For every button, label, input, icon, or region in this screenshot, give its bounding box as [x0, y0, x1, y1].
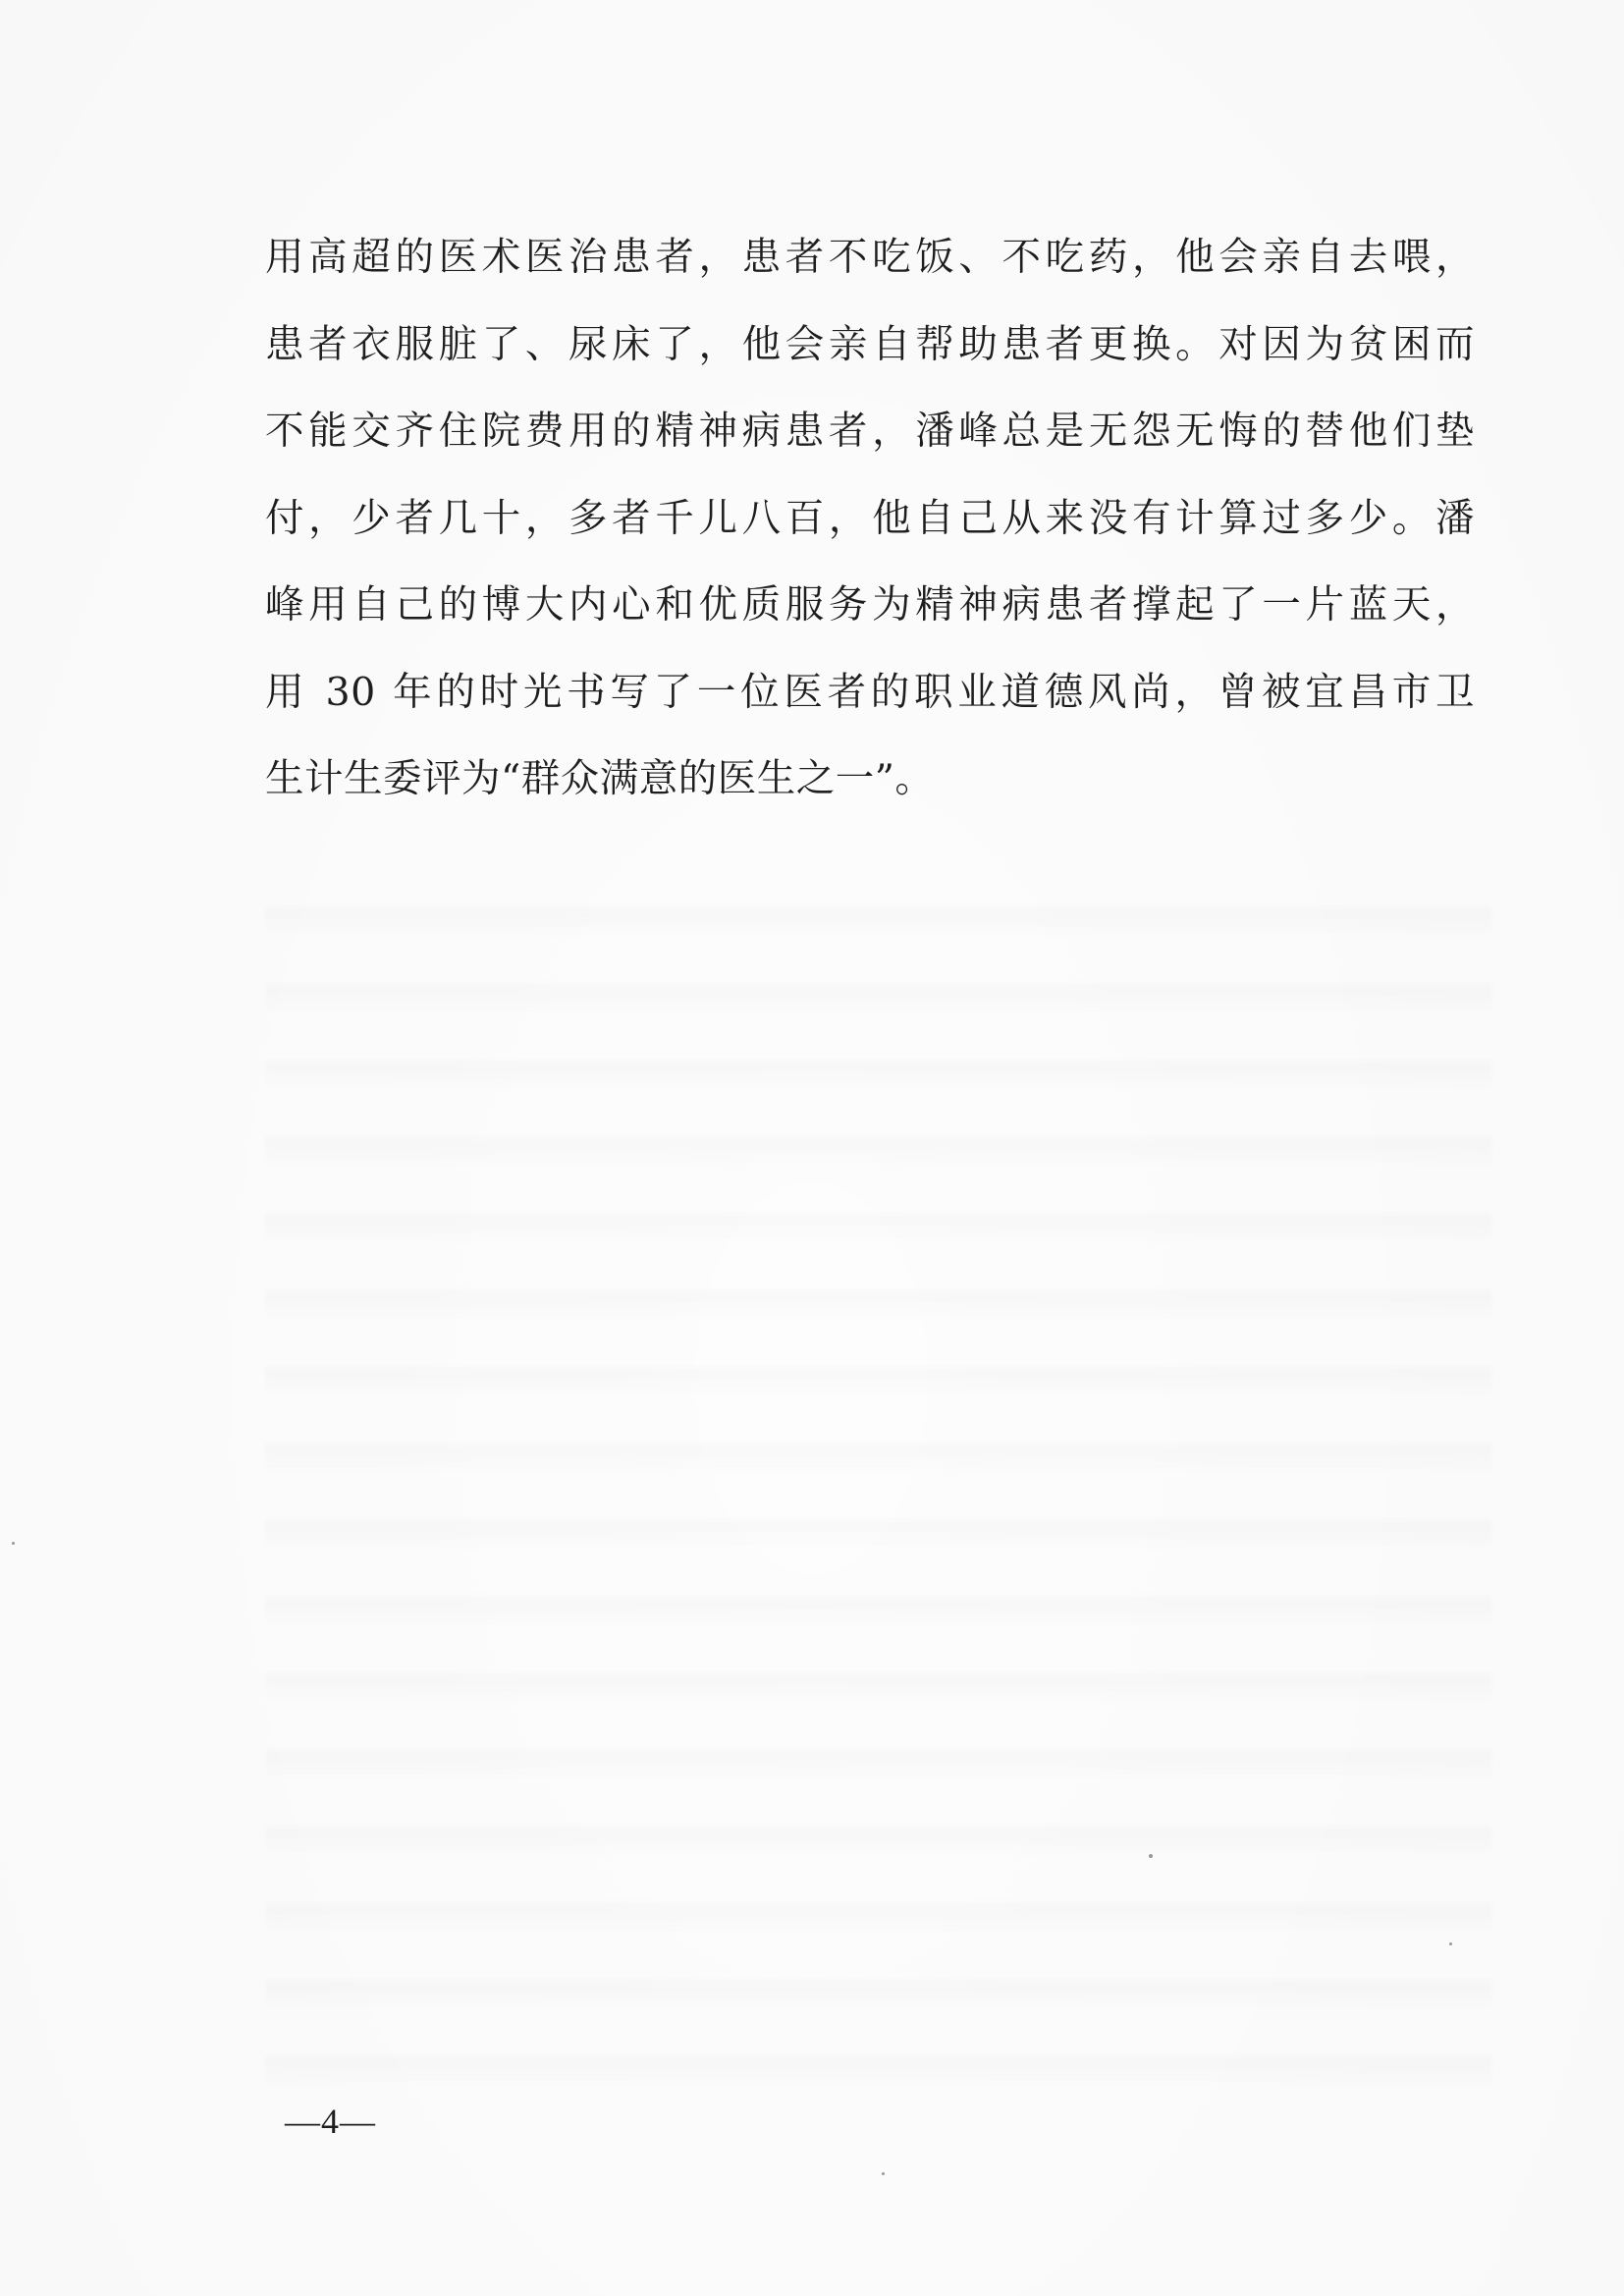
- paragraph-line: 用 30 年的时光书写了一位医者的职业道德风尚，曾被宜昌市卫: [265, 669, 1475, 715]
- scan-speck: [12, 1542, 15, 1545]
- paragraph-line: 生计生委评为“群众满意的医生之一”。: [265, 756, 935, 801]
- paragraph-line: 患者衣服脏了、尿床了，他会亲自帮助患者更换。对因为贫困而: [265, 321, 1475, 367]
- paragraph-line: 峰用自己的博大内心和优质服务为精神病患者撑起了一片蓝天，: [265, 582, 1475, 628]
- scan-speck: [882, 2172, 885, 2175]
- paragraph-line: 付，少者几十，多者千儿八百，他自己从来没有计算过多少。潘: [265, 495, 1475, 541]
- scan-speck: [1449, 1942, 1452, 1945]
- scan-speck: [1149, 1854, 1153, 1858]
- scan-bleedthrough-texture: [265, 864, 1492, 2102]
- body-paragraph: [265, 214, 1475, 823]
- paragraph-line: 用高超的医术医治患者，患者不吃饭、不吃药，他会亲自去喂，: [265, 235, 1475, 280]
- paragraph-line: 不能交齐住院费用的精神病患者，潘峰总是无怨无悔的替他们垫: [265, 409, 1475, 454]
- page-number: —4—: [285, 2102, 376, 2141]
